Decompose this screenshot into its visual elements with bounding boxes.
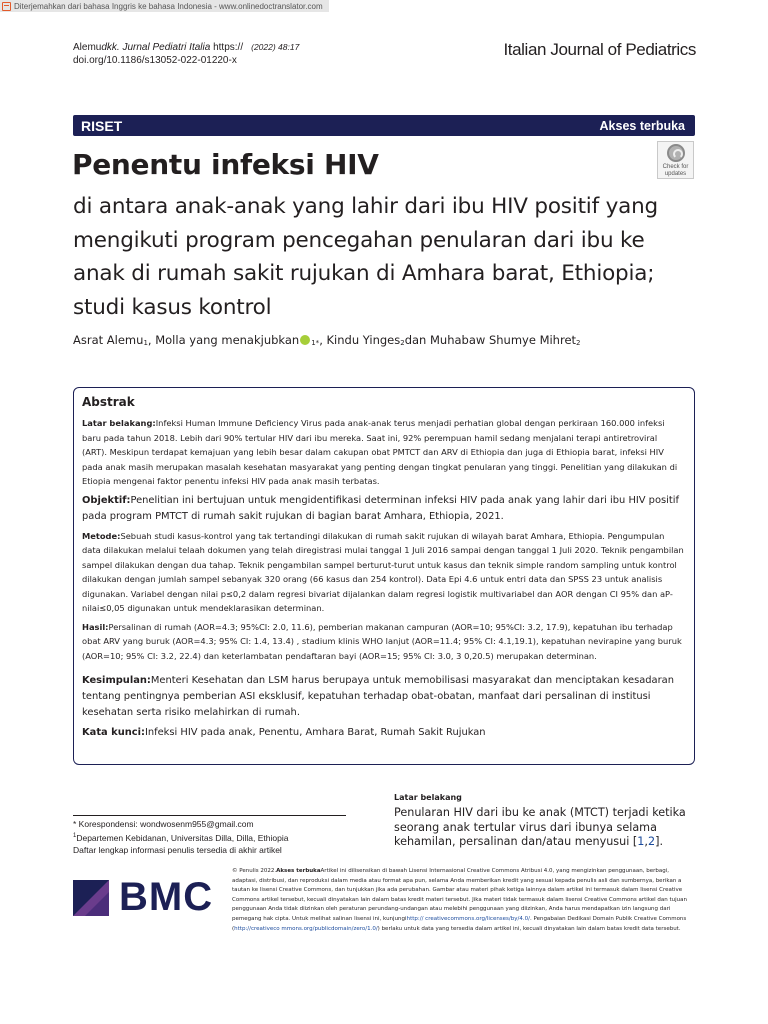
article-title: Penentu infeksi HIV — [72, 148, 379, 181]
abstract-keywords — [82, 725, 684, 741]
correspondence-note[interactable]: * Korespondensi: wondwosenm955@gmail.com — [73, 819, 254, 829]
bmc-logo-mark-icon — [73, 880, 109, 916]
citation-link-1[interactable]: 1 — [637, 835, 645, 848]
abstract-background — [82, 416, 684, 489]
article-type-label: RISET — [81, 117, 123, 134]
author-affil-ref: 1 — [143, 339, 148, 347]
citation-doi[interactable]: doi.org/10.1186/s13052-022-01220-x — [73, 55, 237, 66]
abstract-methods — [82, 529, 684, 616]
bmc-logo — [73, 875, 213, 920]
citation-year: (2022) 48:17 — [251, 42, 300, 52]
license-end: ) berlaku untuk data yang tersedia dalam artikel ini, kecuali dinyatakan lain dalam batas kredit data tersebut. — [377, 925, 681, 932]
check-for-updates-button[interactable] — [657, 141, 694, 179]
abstract-conclusion — [82, 673, 684, 721]
check-updates-line2: updates — [664, 170, 687, 177]
license-text: Artikel ini dilisensikan di bawah Lisensi Internasional Creative Commons Atribusi 4.0, yang mengizinkan penggunaan, berbagi, adaptasi, distribusi, dan reproduksi dalam media atau format apa pun, selama Anda memberikan kredit yang sesuai kepada penulis asli dan sumbernya, berikan a tautan ke lisensi Creative Commons, dan tunjukkan jika ada perubahan. Gambar atau materi pihak ketiga lainnya dalam artikel ini termasuk dalam lisensi Creative Commons artikel tersebut, kecuali dinyatakan lain dalam batas kredit materi tersebut. Jika materi tidak termasuk dalam lisensi Creative Commons artikel dan tujuan penggunaan Anda tidak diizinkan oleh peraturan perundang-undangan atau melebihi penggunaan yang diizinkan, Anda harus mendapatkan izin langsung dari pemegang hak cipta. Untuk melihat salinan lisensi ini, kunjungi — [232, 868, 688, 922]
license-link-cc0[interactable]: http://creativeco mmons.org/publicdomain/zero/1.0/ — [234, 925, 378, 932]
author-affil-ref: 1* — [311, 339, 320, 347]
author-name[interactable]: Asrat Alemu — [73, 333, 144, 347]
author-name[interactable]: , Molla yang menakjubkan — [147, 333, 300, 347]
orcid-icon[interactable] — [300, 335, 310, 345]
methods-text: Sebuah studi kasus-kontrol yang tak tertandingi dilakukan di rumah sakit rujukan di wilayah barat Amhara, Ethiopia. Pengumpulan data dilakukan melalui telaah dokumen yang telah diregistrasi mulai tanggal 1 Juli 2016 sampai dengan tanggal 1 Juli 2020. Teknik pengambilan sampel dilakukan dengan dua tahap. Teknik pengambilan sampel berturut-turut untuk kasus dan teknik simple random sampling untuk kontrol dilakukan dengan jumlah sampel sebanyak 320 orang (66 kasus dan 254 kontrol). Data Epi 4.6 untuk entri data dan SPSS 23 untuk analisis digunakan. Variabel dengan nilai p≤0,2 dalam regresi bivariat dijalankan dalam regresi logistik multivariabel dan AOR dengan CI 95% dan aP-nilai≤0,05 digunakan untuk mendeklarasikan determinan. — [82, 530, 684, 613]
background-label: Latar belakang: — [82, 418, 156, 428]
bmc-logo-text: BMC — [119, 875, 214, 919]
background-text: Infeksi Human Immune Deficiency Virus pada anak-anak terus menjadi perhatian global dengan perkiraan 160.000 infeksi baru pada tahun 2018. Lebih dari 90% tertular HIV dari ibu mereka. Saat ini, 92% perempuan hamil sedang menjalani terapi antiretroviral (ART). Meskipun terdapat kemajuan yang lebih besar dalam cakupan obat PMTCT dan ARV di Ethiopia dan juga di Ethiopia barat, infeksi HIV pada anak masih merupakan masalah kesehatan masyarakat yang penting dengan tingkat penularan yang tinggi. Penelitian yang dilakukan di Etiopia mengenai faktor penentu infeksi HIV pada anak masih terbatas. — [82, 418, 678, 486]
license-prefix: © Penulis 2022. — [232, 868, 277, 874]
author-name[interactable]: dan Muhabaw Shumye Mihret — [404, 333, 577, 347]
author-affil-ref: 2 — [400, 339, 405, 347]
section-bar — [73, 115, 695, 136]
citation-line — [73, 41, 299, 54]
document-translate-icon — [2, 2, 11, 11]
results-label: Hasil: — [82, 621, 109, 632]
check-updates-line1: Check for — [662, 164, 689, 170]
license-link-cc-by[interactable]: http:// creativecommons.org/licenses/by/4.0/ — [406, 915, 530, 922]
citation-url[interactable]: https:// — [210, 42, 244, 53]
objective-text: Penelitian ini bertujuan untuk mengidentifikasi determinan infeksi HIV pada anak yang lahir dari ibu HIV positif pada program PMTCT di rumah sakit rujukan di bagian barat Amhara, Ethiopia, 2021. — [82, 494, 679, 522]
author-name[interactable]: , Kindu Yinges — [319, 333, 401, 347]
citation-separator: , — [644, 835, 648, 848]
objective-label: Objektif: — [82, 494, 131, 506]
results-text: Persalinan di rumah (AOR=4.3; 95%CI: 2.0, 11.6), pemberian makanan campuran (AOR=10; 95%CI: 3.2, 17.9), kepatuhan ibu terhadap obat ARV yang buruk (AOR=4.3; 95% CI: 1.4, 13.4) , stadium klinis WHO lanjut (AOR=11.4; 95% CI: 4.1,19.1), kepatuhan nevirapine yang buruk (AOR=10; 95% CI: 3.2, 22.4) dan keterlambatan pendaftaran bayi (AOR=15; 95% CI: 3.0, 3 0,20.5) merupakan determinan. — [82, 621, 682, 661]
author-list — [73, 333, 581, 347]
journal-brand: Italian Journal of Pediatrics — [503, 40, 696, 59]
body-text-start: Penularan HIV dari ibu ke anak (MTCT) terjadi ketika seorang anak tertular virus dari ibunya selama kehamilan, persalinan dan/atau menyusui [ — [394, 806, 686, 848]
conclusion-text: Menteri Kesehatan dan LSM harus berupaya untuk memobilisasi masyarakat dan menciptakan kesadaran tentang pentingnya pemberian ASI eksklusif, kepatuhan terhadap obat-obatan, manfaat dari persalinan di institusi kesehatan serta risiko melahirkan di rumah. — [82, 675, 674, 718]
background-section-heading: Latar belakang — [394, 793, 462, 802]
license-statement — [232, 867, 692, 934]
citation-journal: dkk. Jurnal Pediatri Italia — [101, 42, 211, 53]
open-access-label: Akses terbuka — [599, 118, 685, 133]
check-updates-label — [663, 164, 689, 177]
keywords-text: Infeksi HIV pada anak, Penentu, Amhara Barat, Rumah Sakit Rujukan — [144, 727, 486, 738]
article-subtitle: di antara anak-anak yang lahir dari ibu HIV positif yang mengikuti program pencegahan penularan dari ibu ke anak di rumah sakit rujukan di Amhara barat, Ethiopia; studi kasus kontrol — [73, 194, 658, 320]
citation-block — [73, 41, 299, 67]
citation-link-2[interactable]: 2 — [647, 835, 656, 848]
full-author-info-note: Daftar lengkap informasi penulis tersedia di akhir artikel — [73, 844, 282, 855]
translator-banner[interactable] — [0, 0, 329, 12]
translator-notice[interactable]: Diterjemahkan dari bahasa Inggris ke bahasa Indonesia - www.onlinedoctranslator.com — [14, 1, 323, 11]
footnote-divider — [73, 815, 346, 816]
affiliation-note — [73, 830, 288, 844]
abstract-box — [73, 387, 695, 765]
abstract-results — [82, 620, 684, 664]
methods-label: Metode: — [82, 530, 121, 541]
background-section-text — [394, 806, 699, 850]
author-affil-ref: 2 — [576, 339, 581, 347]
footnotes — [73, 818, 288, 856]
abstract-objective — [82, 493, 684, 525]
license-label: Akses terbuka — [276, 868, 321, 874]
citation-author: Alemu — [73, 42, 102, 53]
check-updates-icon — [667, 144, 685, 162]
conclusion-label: Kesimpulan: — [82, 675, 151, 686]
keywords-label: Kata kunci: — [82, 727, 145, 738]
body-text-end: ]. — [655, 835, 663, 848]
affiliation-ref: 1 — [73, 833, 77, 839]
affiliation-text: Departemen Kebidanan, Universitas Dilla, Dilla, Ethiopia — [76, 832, 289, 843]
abstract-heading: Abstrak — [82, 395, 135, 409]
license-mid: . Pengabaian Dedikasi Domain Publik Creative Commons ( — [232, 915, 687, 932]
